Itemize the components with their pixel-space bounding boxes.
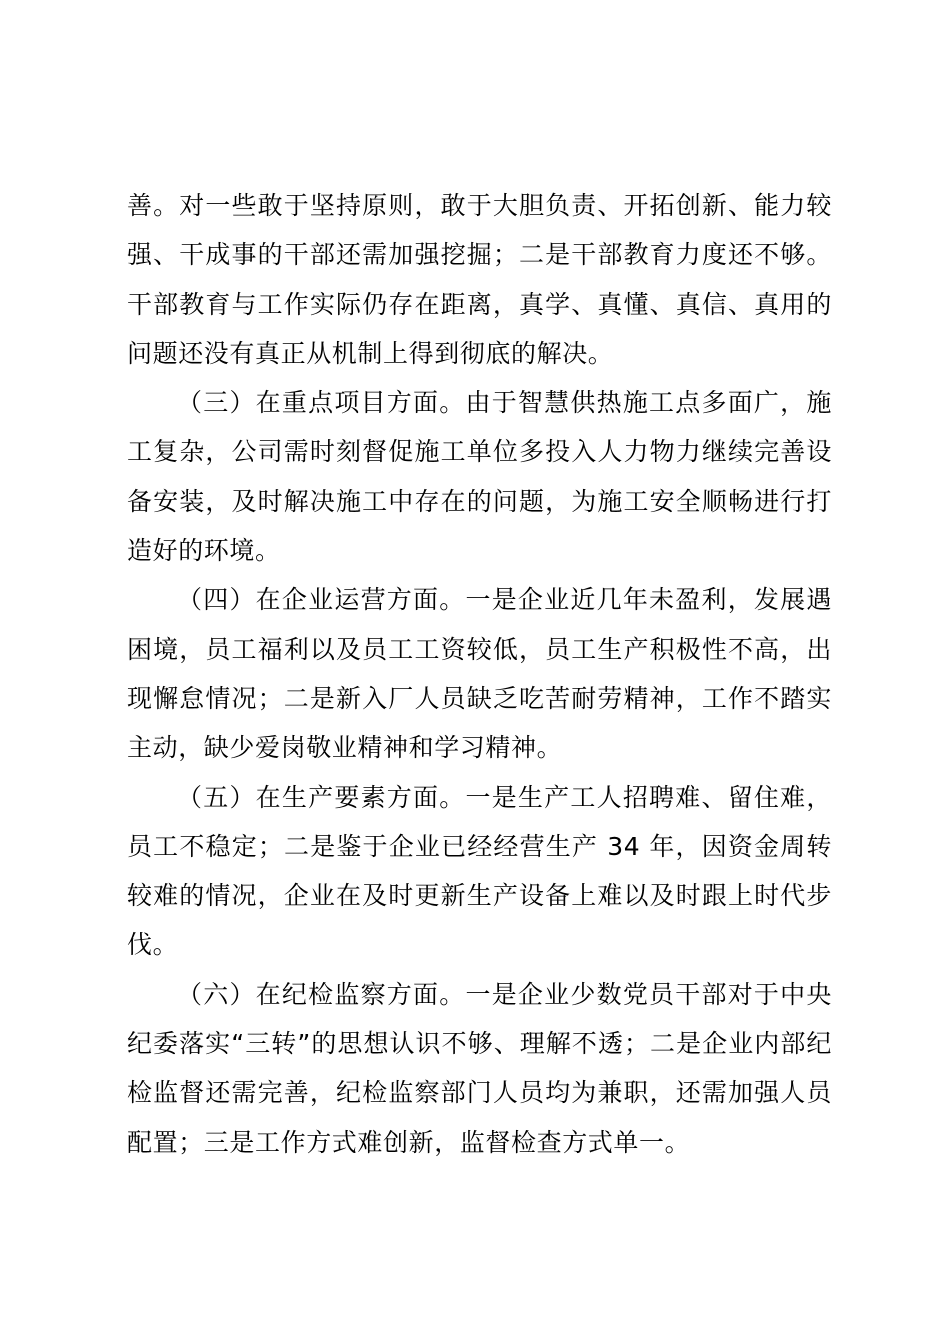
document-body <box>127 181 832 1167</box>
paragraph-discipline-inspection: （六）在纪检监察方面。一是企业少数党员干部对于中央纪委落实“三转”的思想认识不够、理解不透；二是企业内部纪检监督还需完善，纪检监察部门人员均为兼职，还需加强人员配置；三是工作方式难创新，监督检查方式单一。 <box>127 979 832 1157</box>
paragraph-key-projects: （三）在重点项目方面。由于智慧供热施工点多面广，施工复杂，公司需时刻督促施工单位多投入人力物力继续完善设备安装，及时解决施工中存在的问题，为施工安全顺畅进行打造好的环境。 <box>127 388 832 566</box>
paragraph-production-factors: （五）在生产要素方面。一是生产工人招聘难、留住难，员工不稳定；二是鉴于企业已经经营生产 34 年，因资金周转较难的情况，企业在及时更新生产设备上难以及时跟上时代步伐。 <box>127 782 832 960</box>
paragraph-enterprise-operation: （四）在企业运营方面。一是企业近几年未盈利，发展遇困境，员工福利以及员工工资较低，员工生产积极性不高，出现懈怠情况；二是新入厂人员缺乏吃苦耐劳精神，工作不踏实主动，缺少爱岗敬业精神和学习精神。 <box>127 585 832 763</box>
paragraph-continuation: 善。对一些敢于坚持原则，敢于大胆负责、开拓创新、能力较强、干成事的干部还需加强挖掘；二是干部教育力度还不够。干部教育与工作实际仍存在距离，真学、真懂、真信、真用的问题还没有真正从机制上得到彻底的解决。 <box>127 191 832 368</box>
